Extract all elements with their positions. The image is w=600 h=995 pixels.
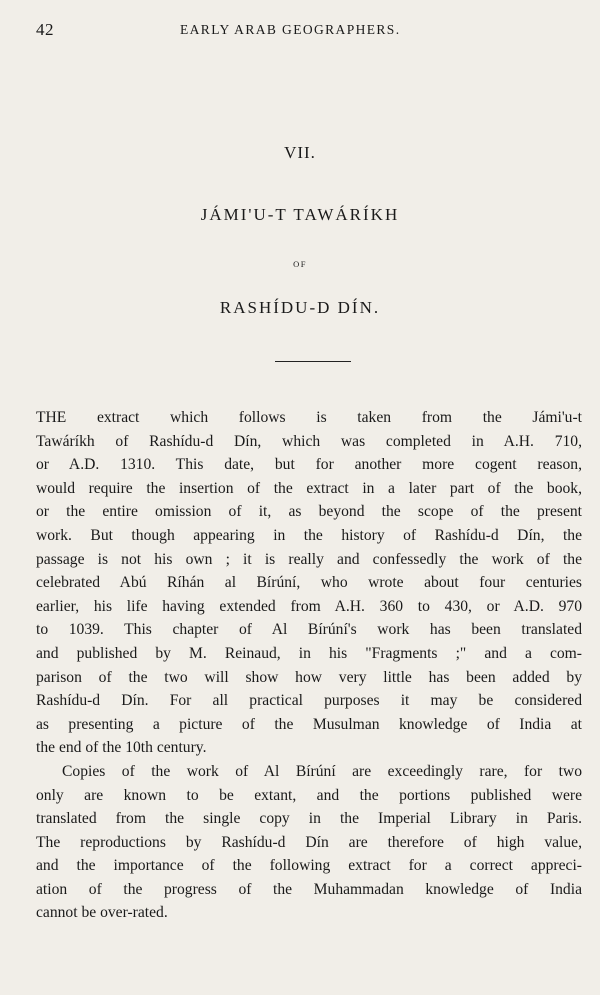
- chapter-number: VII.: [284, 143, 316, 162]
- text-line: The reproductions by Rashídu-d Dín are therefore of high value,: [36, 833, 582, 851]
- body-text: [36, 406, 582, 925]
- chapter-author: RASHÍDU-D DÍN.: [219, 298, 381, 317]
- text-line: and published by M. Reinaud, in his "Fragments ;" and a com-: [36, 644, 582, 662]
- text-line: and the importance of the following extract for a correct appreci-: [36, 857, 582, 875]
- text-line: the end of the 10th century.: [36, 739, 207, 757]
- text-line: parison of the two will show how very little has been added by: [36, 668, 582, 686]
- text-line: would require the insertion of the extract in a later part of the book,: [36, 479, 582, 497]
- text-line: passage is not his own ; it is really and confessedly the work of the: [36, 550, 582, 568]
- text-line: as presenting a picture of the Musulman knowledge of India at: [36, 715, 582, 733]
- text-line: or A.D. 1310. This date, but for another more cogent reason,: [36, 456, 582, 474]
- text-line: work. But though appearing in the history of Rashídu-d Dín, the: [36, 526, 582, 544]
- text-line: THE extract which follows is taken from the Jámi'u-t: [36, 409, 582, 426]
- text-line: or the entire omission of it, as beyond the scope of the present: [36, 503, 582, 521]
- text-line: only are known to be extant, and the portions published were: [36, 786, 582, 804]
- title-of: OF: [293, 259, 307, 269]
- chapter-title: JÁMI'U-T TAWÁRÍKH: [200, 205, 400, 224]
- text-line: earlier, his life having extended from A.H. 360 to 430, or A.D. 970: [36, 597, 582, 615]
- text-line: translated from the single copy in the Imperial Library in Paris.: [36, 810, 582, 828]
- text-line: celebrated Abú Ríhán al Bírúní, who wrote about four centuries: [36, 574, 582, 592]
- text-line: Copies of the work of Al Bírúní are exceedingly rare, for two: [62, 762, 582, 780]
- text-line: ation of the progress of the Muhammadan knowledge of India: [36, 880, 582, 898]
- text-line: Tawáríkh of Rashídu-d Dín, which was completed in A.H. 710,: [36, 432, 582, 450]
- text-line: cannot be over-rated.: [36, 904, 168, 922]
- page-number: 42: [36, 20, 54, 39]
- running-head: EARLY ARAB GEOGRAPHERS.: [180, 22, 401, 37]
- section-rule: [275, 361, 351, 362]
- text-line: to 1039. This chapter of Al Bírúní's work has been translated: [36, 621, 582, 639]
- text-line: Rashídu-d Dín. For all practical purposes it may be considered: [36, 692, 582, 710]
